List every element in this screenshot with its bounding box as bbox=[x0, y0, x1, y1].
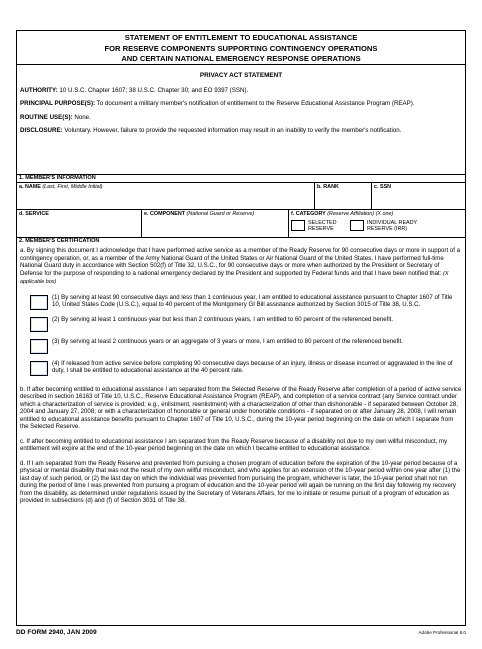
form bbox=[16, 30, 466, 626]
category-field bbox=[289, 210, 465, 237]
category-label: f. CATEGORY bbox=[291, 211, 326, 217]
option-2 bbox=[30, 316, 462, 332]
category-hint: (Reserve Affiliation) (X one) bbox=[327, 211, 394, 217]
disclosure-paragraph bbox=[20, 127, 462, 135]
component-field[interactable] bbox=[142, 210, 289, 237]
ssn-field[interactable] bbox=[372, 183, 465, 209]
option-4-checkbox[interactable] bbox=[30, 361, 48, 376]
member-certification bbox=[17, 246, 465, 506]
selected-reserve-checkbox[interactable] bbox=[291, 220, 305, 231]
option-2-checkbox[interactable] bbox=[30, 317, 48, 332]
form-id: DD FORM 2940, JAN 2009 bbox=[16, 629, 97, 636]
authority-label: AUTHORITY: bbox=[20, 86, 58, 94]
purpose-paragraph bbox=[20, 100, 462, 108]
authority-text: 10 U.S.C. Chapter 1607; 38 U.S.C. Chapter 30; and EO 9397 (SSN). bbox=[57, 86, 249, 94]
option-3-text: (3) By serving at least 2 continuous years or an aggregate of 3 years or more, I am entitled to 80 percent of the referenced benefit. bbox=[52, 337, 403, 345]
option-1-checkbox[interactable] bbox=[30, 295, 48, 310]
option-3 bbox=[30, 338, 462, 354]
option-1 bbox=[30, 294, 462, 310]
option-2-text: (2) By serving at least 1 continuous year but less than 2 continuous years, I am entitled to 60 percent of the referenced benefit. bbox=[52, 315, 394, 323]
title-line-2: FOR RESERVE COMPONENTS SUPPORTING CONTINGENCY OPERATIONS bbox=[104, 43, 378, 53]
name-field[interactable] bbox=[17, 183, 315, 209]
title-line-3: AND CERTAIN NATIONAL EMERGENCY RESPONSE OPERATIONS bbox=[121, 54, 361, 63]
section2-heading: 2. MEMBER'S CERTIFICATION bbox=[19, 238, 100, 244]
purpose-label: PRINCIPAL PURPOSE(S): bbox=[20, 100, 96, 108]
disclosure-text: Voluntary. However, failure to provide the requested information may result in an inability to verify the member's notification. bbox=[62, 127, 402, 135]
cert-a-text: a. By signing this document I acknowledge that I have performed active service as a member of the Ready Reserve for 90 consecutive days or more in support of a contingency operation, or, as a member of the Army National Guard of the United States or Air National Guard of the United States, I have performed full-time National Guard duty in accordance with Section 502(f) of Title 32, U.S.C., for 90 consecutive days or more when authorized by the President or Secretary of Defense for the purpose of responding to a national emergency declared by the President and supported by Federal funds and that I have been notified that: bbox=[20, 247, 460, 277]
name-label: a. NAME bbox=[19, 184, 41, 190]
purpose-text: To document a military member's notification of entitlement to the Reserve Educational Assistance Program (REAP). bbox=[95, 100, 415, 108]
option-4-text: (4) If released from active service before completing 90 consecutive days because of an injury, illness or disease incurred or aggravated in the line of duty, I shall be entitled to educational assistance at the 40 percent rate. bbox=[52, 359, 453, 374]
irr-label: INDIVIDUAL READY RESERVE (IRR) bbox=[367, 219, 418, 232]
cert-c-paragraph: c. If after becoming entitled to educational assistance I am separated from the Ready Reserve because of a disability not due to my own willful misconduct, my entitlement will expire at the end of the 10-year period beginning on the date on which I became entitled to educational assistance. bbox=[20, 437, 448, 452]
section1-row2 bbox=[17, 210, 465, 238]
service-label: d. SERVICE bbox=[19, 211, 49, 217]
disclosure-label: DISCLOSURE: bbox=[20, 127, 63, 135]
privacy-heading: PRIVACY ACT STATEMENT bbox=[199, 72, 283, 79]
cert-b-paragraph: b. If after becoming entitled to educational assistance I am separated from the Selected Reserve of the Ready Reserve after completion of a period of active service described in section 16163 of Title 10, U.S.C., Reserve Educational Assistance Program (REAP), and completion of a service contract (any Service contract under which a characterization of service is provided; e.g., enlistment, reenlistment) with a characterization of other than dishonorable - if separated between October 28, 2004 and January 27, 2008; or with a characterization of honorable or general under honorable conditions - if separated on or after January 28, 2008, I will remain entitled to educational assistance benefits pursuant to Chapter 1607 of Title 10, U.S.C., during the 10-year period beginning on the date on which I separate from the Selected Reserve. bbox=[20, 385, 462, 430]
section1-row1 bbox=[17, 183, 465, 210]
routine-label: ROUTINE USE(S): bbox=[20, 113, 73, 121]
title-line-1: STATEMENT OF ENTITLEMENT TO EDUCATIONAL ASSISTANCE bbox=[124, 33, 358, 42]
cert-a-paragraph bbox=[20, 247, 462, 287]
privacy-act-statement bbox=[17, 65, 465, 175]
option-1-text: (1) By serving at least 90 consecutive days and less than 1 continuous year, I am entitled to educational assistance pursuant to Chapter 1607 of Title 10, United States Code (U.S.C.), equal to 40 percent of the Montgomery GI Bill assistance authorized by Section 3015 of Title 38, U.S.C. bbox=[52, 293, 453, 308]
ssn-label: c. SSN bbox=[374, 184, 392, 190]
option-3-checkbox[interactable] bbox=[30, 339, 48, 354]
name-hint: (Last, First, Middle Initial) bbox=[42, 184, 103, 190]
software-note: Adobe Professional 8.0 bbox=[418, 630, 466, 635]
routine-paragraph bbox=[20, 114, 462, 122]
component-hint: (National Guard or Reserve) bbox=[186, 211, 255, 217]
rank-field[interactable] bbox=[315, 183, 372, 209]
form-title bbox=[17, 31, 465, 65]
selected-reserve-label: SELECTED RESERVE bbox=[308, 219, 337, 232]
section1-heading: 1. MEMBER'S INFORMATION bbox=[17, 175, 465, 183]
cert-a-hint: (X applicable box) bbox=[20, 270, 449, 285]
authority-paragraph bbox=[20, 87, 462, 95]
component-label: e. COMPONENT bbox=[144, 211, 186, 217]
routine-text: None. bbox=[72, 113, 91, 121]
rank-label: b. RANK bbox=[317, 184, 339, 190]
cert-d-paragraph: d. If I am separated from the Ready Reserve and prevented from pursuing a chosen program of education before the expiration of the 10-year period because of a physical or mental disability that was not the result of my own willful misconduct, and who applies for an extension of the 10-year period within one year after (1) the last day of such period, or (2) the last day on which the individual was prevented from pursuing the program, whichever is later, the 10-year period shall not run during the period of time I was prevented from pursuing a program of education and the 10-year period will again be running on the first day following my recovery from the disability, as determined under regulations issued by the Secretary of Veterans Affairs, for me to initiate or resume pursuit of a program of education as provided in subsections (d) and (f) of Section 3031 of Title 38. bbox=[20, 459, 461, 504]
form-footer bbox=[16, 629, 466, 636]
irr-checkbox[interactable] bbox=[350, 220, 364, 231]
option-4 bbox=[30, 360, 462, 376]
service-field[interactable] bbox=[17, 210, 142, 237]
